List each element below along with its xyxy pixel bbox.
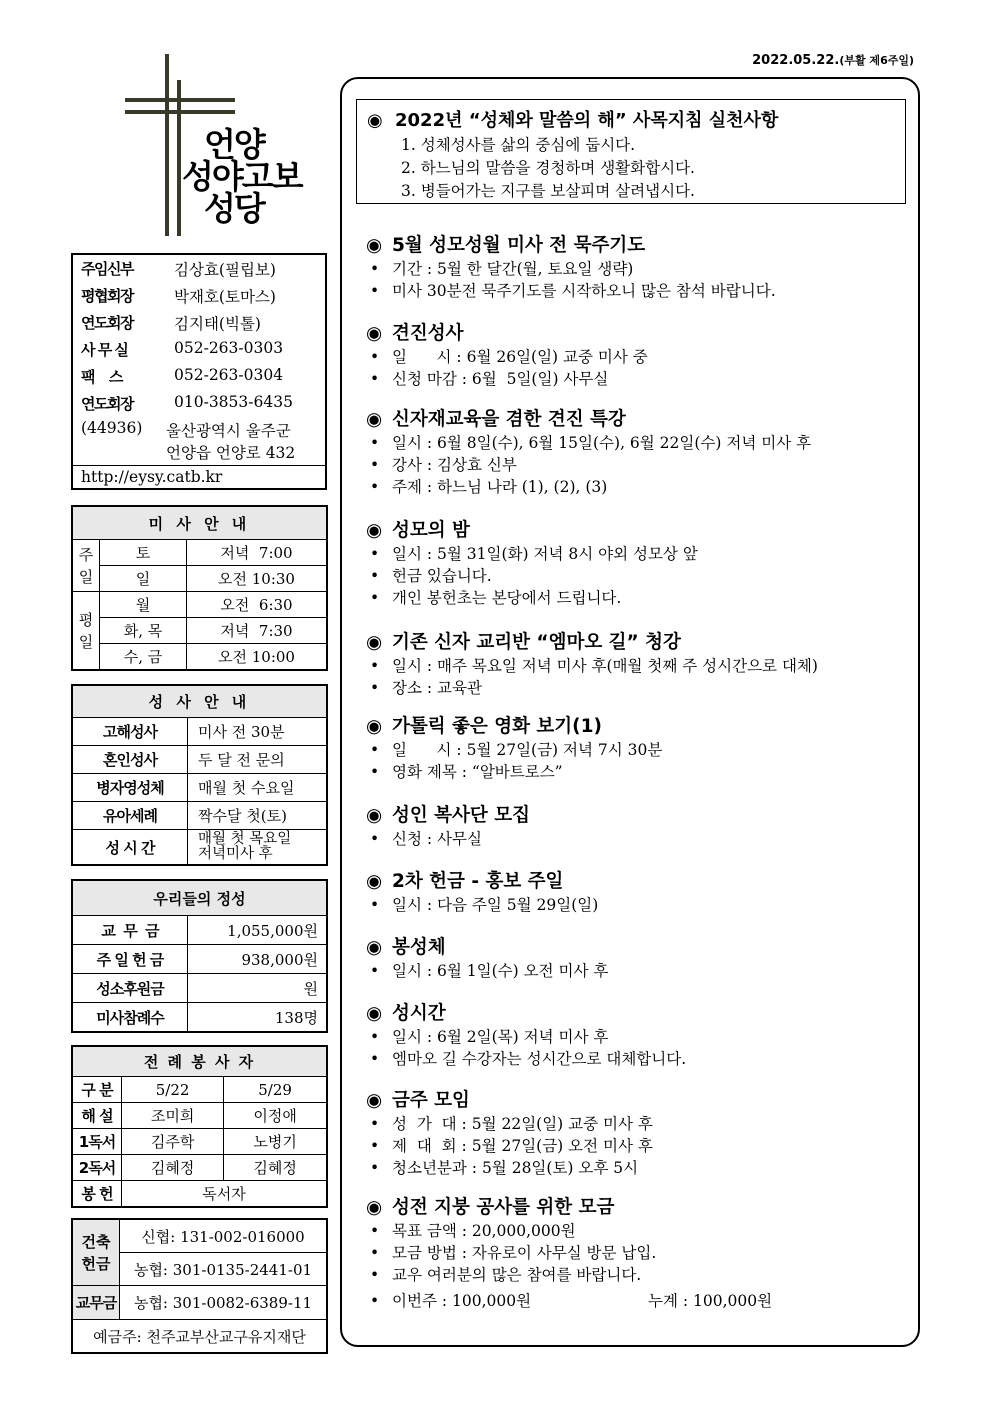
section-title: ◉ 봉성체 <box>366 937 446 958</box>
bullet-icon: • <box>370 370 380 388</box>
section-item: • 일시 : 다음 주일 5월 29일(일) <box>370 896 599 914</box>
bullet-icon: • <box>370 679 380 697</box>
bullet-icon: • <box>370 434 380 452</box>
bullet-icon: • <box>370 282 380 300</box>
section-item: • 일 시 : 5월 27일(금) 저녁 7시 30분 <box>370 741 663 759</box>
offering-title: 우리들의 정성 <box>72 880 327 916</box>
section-bullet-icon: ◉ <box>366 1003 383 1024</box>
section-item: • 일시 : 6월 1일(수) 오전 미사 후 <box>370 962 609 980</box>
mass-schedule-table: 미 사 안 내 주 일 토 저녁 7:00 일 오전 10:30 평 일 월 오전 6:30 화, 목 저녁 7:30 수, 금 오전 10:00 <box>71 505 328 671</box>
logo-line-2: 성야고보 <box>182 157 302 196</box>
bullet-icon: • <box>370 260 380 278</box>
logo-line-1: 언양 <box>204 125 264 164</box>
bullet-icon: • <box>370 1266 380 1284</box>
cumulative-amount: 누계 : 100,000원 <box>648 1292 773 1310</box>
bullet-icon: • <box>370 478 380 496</box>
goal-item: 3. 병들어가는 지구를 보살피며 살려냅시다. <box>401 182 695 200</box>
section-title: ◉ 신자재교육을 겸한 견진 특강 <box>366 409 626 430</box>
bullet-icon: • <box>370 1137 380 1155</box>
section-bullet-icon: ◉ <box>366 323 383 344</box>
section-item: • 제 대 회 : 5월 27일(금) 오전 미사 후 <box>370 1137 653 1155</box>
section-item: • 엠마오 길 수강자는 성시간으로 대체합니다. <box>370 1050 687 1068</box>
section-title: ◉ 성시간 <box>366 1003 446 1024</box>
bullet-icon: • <box>370 1159 380 1177</box>
sacrament-table: 성 사 안 내 고해성사 미사 전 30분 혼인성사 두 달 전 문의 병자영성체 매월 첫 수요일 유아세례 짝수달 첫(토) 성 시 간 매월 첫 목요일 저녁미사 후 <box>71 684 328 866</box>
bullet-icon: • <box>370 567 380 585</box>
liturgical-week: (부활 제6주일) <box>839 54 914 67</box>
goal-item: 1. 성체성사를 삶의 중심에 둡시다. <box>401 136 636 154</box>
section-bullet-icon: ◉ <box>366 1197 383 1218</box>
section-item: • 청소년분과 : 5월 28일(토) 오후 5시 <box>370 1159 639 1177</box>
section-bullet-icon: ◉ <box>366 871 383 892</box>
bullet-icon: • <box>370 830 380 848</box>
section-title: ◉ 성인 복사단 모집 <box>366 805 530 826</box>
section-item: • 영화 제목 : “알바트로스” <box>370 763 563 781</box>
this-week-amount: 이번주 : 100,000원 <box>392 1292 532 1310</box>
bullet-icon: • <box>370 896 380 914</box>
section-item: • 주제 : 하느님 나라 (1), (2), (3) <box>370 478 608 496</box>
section-item: • 일시 : 6월 8일(수), 6월 15일(수), 6월 22일(수) 저녁 미사 후 <box>370 434 812 452</box>
goal-item: 2. 하느님의 말씀을 경청하며 생활화합시다. <box>401 159 695 177</box>
bullet-icon: • <box>370 1115 380 1133</box>
bullet-icon: • <box>370 589 380 607</box>
account-holder: 예금주: 천주교부산교구유지재단 <box>72 1320 327 1354</box>
section-title: ◉ 성전 지붕 공사를 위한 모금 <box>366 1197 615 1218</box>
section-item: • 기간 : 5월 한 달간(월, 토요일 생략) <box>370 260 634 278</box>
bulletin-date <box>752 52 914 68</box>
fund-total-row <box>370 1289 773 1311</box>
logo-line-3: 성당 <box>204 189 264 228</box>
bullet-icon: • <box>370 763 380 781</box>
bullet-icon: • <box>370 1222 380 1240</box>
bullet-icon: • <box>370 348 380 366</box>
section-title: ◉ 성모의 밤 <box>366 520 470 541</box>
bullet-icon: • <box>370 1292 380 1310</box>
section-title: ◉ 견진성사 <box>366 323 464 344</box>
building-fund-label: 건축 헌금 <box>72 1219 120 1286</box>
sacrament-title: 성 사 안 내 <box>72 685 327 718</box>
weekday-label: 평 일 <box>72 592 100 671</box>
section-bullet-icon: ◉ <box>366 716 383 737</box>
bullet-icon: • <box>370 1244 380 1262</box>
goal-bullet-icon: ◉ <box>367 110 383 131</box>
parish-info-box: 주임신부 김상효(필립보) 평협회장 박재호(토마스) 연도회장 김지태(빅톨) 사 무 실 052-263-0303 팩 스 052-263-0304 연도회장 010-3853-6435 (44936) 울산광역시 울주군 언양읍 언양로 432 http://eysy.catb.kr <box>71 253 327 490</box>
section-item: • 신청 마감 : 6월 5일(일) 사무실 <box>370 370 609 388</box>
bullet-icon: • <box>370 1028 380 1046</box>
goal-title: ◉ 2022년 “성체와 말씀의 해” 사목지침 실천사항 <box>367 110 779 131</box>
section-item: • 신청 : 사무실 <box>370 830 482 848</box>
pastoral-goal-box <box>356 99 906 204</box>
section-item: • 장소 : 교육관 <box>370 679 482 697</box>
parish-logo <box>120 50 310 240</box>
section-title: ◉ 금주 모임 <box>366 1090 470 1111</box>
bank-account-table: 건축 헌금 신협: 131-002-016000 농협: 301-0135-2441-01 교무금 농협: 301-0082-6389-11 예금주: 천주교부산교구유지재단 <box>71 1218 328 1354</box>
section-bullet-icon: ◉ <box>366 1090 383 1111</box>
section-bullet-icon: ◉ <box>366 520 383 541</box>
sunday-label: 주 일 <box>72 540 100 592</box>
section-bullet-icon: ◉ <box>366 632 383 653</box>
bullet-icon: • <box>370 1050 380 1068</box>
mass-title: 미 사 안 내 <box>72 506 327 540</box>
bullet-icon: • <box>370 456 380 474</box>
section-item: • 모금 방법 : 자유로이 사무실 방문 납입. <box>370 1244 657 1262</box>
bullet-icon: • <box>370 741 380 759</box>
section-item: • 일시 : 6월 2일(목) 저녁 미사 후 <box>370 1028 609 1046</box>
offering-table: 우리들의 정성 교 무 금 1,055,000원 주 일 헌 금 938,000원 성소후원금 원 미사참례수 138명 <box>71 879 328 1033</box>
section-title: ◉ 5월 성모성월 미사 전 묵주기도 <box>366 235 646 256</box>
website-link[interactable]: http://eysy.catb.kr <box>81 468 223 486</box>
section-item: • 성 가 대 : 5월 22일(일) 교중 미사 후 <box>370 1115 653 1133</box>
liturgy-servers-table: 전 례 봉 사 자 구 분 5/22 5/29 해 설 조미희 이정애 1독서 김주학 노병기 2독서 김혜정 김혜정 봉 헌 독서자 <box>71 1045 328 1208</box>
bullet-icon: • <box>370 545 380 563</box>
section-title: ◉ 기존 신자 교리반 “엠마오 길” 청강 <box>366 632 681 653</box>
section-bullet-icon: ◉ <box>366 409 383 430</box>
section-item: • 강사 : 김상효 신부 <box>370 456 517 474</box>
section-bullet-icon: ◉ <box>366 937 383 958</box>
bullet-icon: • <box>370 962 380 980</box>
date-text: 2022.05.22. <box>752 53 840 68</box>
section-bullet-icon: ◉ <box>366 235 383 256</box>
section-item: • 교우 여러분의 많은 참여를 바랍니다. <box>370 1266 642 1284</box>
section-item: • 목표 금액 : 20,000,000원 <box>370 1222 576 1240</box>
section-title: ◉ 2차 헌금 - 홍보 주일 <box>366 871 564 892</box>
section-item: • 일시 : 5월 31일(화) 저녁 8시 야외 성모상 앞 <box>370 545 698 563</box>
section-item: • 헌금 있습니다. <box>370 567 492 585</box>
section-bullet-icon: ◉ <box>366 805 383 826</box>
section-item: • 개인 봉헌초는 본당에서 드립니다. <box>370 589 622 607</box>
section-item: • 일시 : 매주 목요일 저녁 미사 후(매월 첫째 주 성시간으로 대체) <box>370 657 818 675</box>
section-item: • 일 시 : 6월 26일(일) 교중 미사 중 <box>370 348 648 366</box>
section-title: ◉ 가톨릭 좋은 영화 보기(1) <box>366 716 602 737</box>
bullet-icon: • <box>370 657 380 675</box>
section-item: • 미사 30분전 묵주기도를 시작하오니 많은 참석 바랍니다. <box>370 282 776 300</box>
liturgy-title: 전 례 봉 사 자 <box>72 1046 327 1077</box>
